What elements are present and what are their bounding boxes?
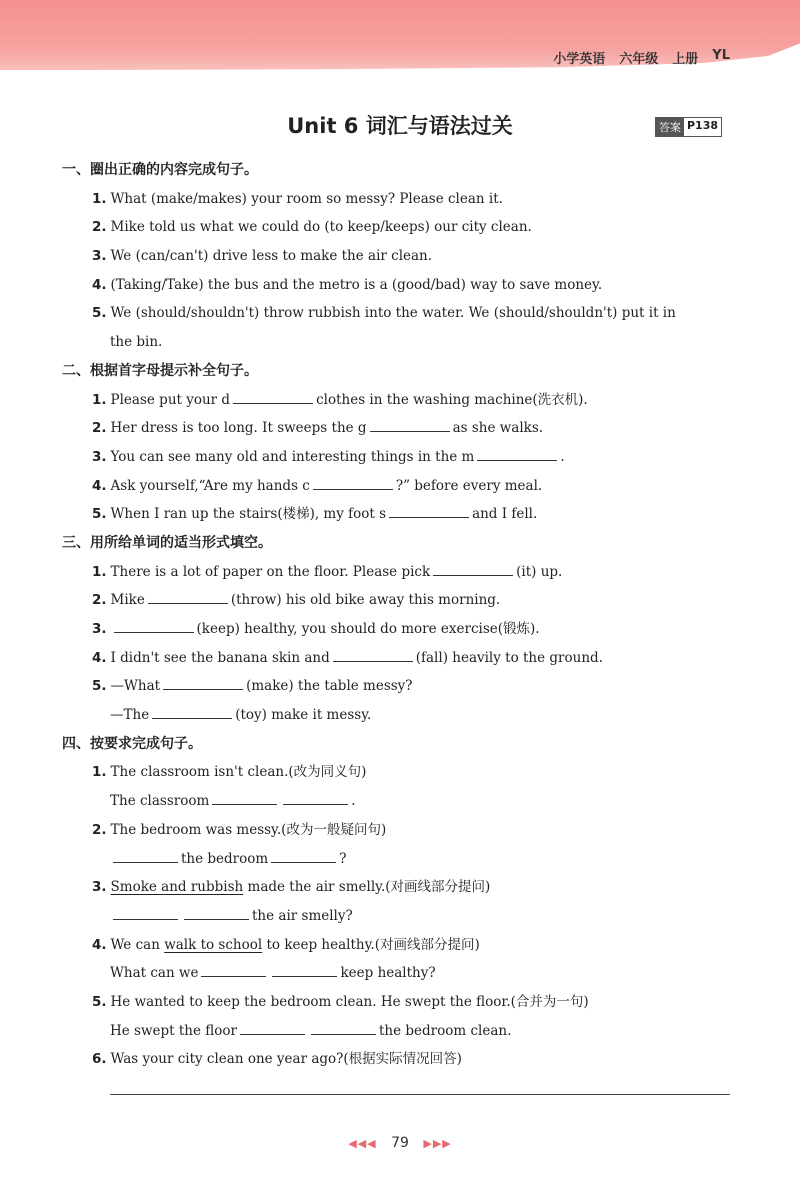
answer-blank[interactable] xyxy=(113,848,178,863)
s4-q3-answer: the air smelly? xyxy=(62,902,742,931)
s2-item-2: 2. Her dress is too long. It sweeps the g as she walks. xyxy=(62,414,742,443)
s1-item-5: 5. We (should/shouldn't) throw rubbish into the water. We (should/shouldn't) put it in xyxy=(92,305,676,322)
answer-blank[interactable] xyxy=(313,475,393,490)
s3-item-3: 3. (keep) healthy, you should do more exercise(锻炼). xyxy=(62,615,742,644)
page-footer xyxy=(0,1135,800,1151)
answer-reference xyxy=(655,117,722,137)
answer-blank[interactable] xyxy=(271,848,336,863)
answer-blank[interactable] xyxy=(201,962,266,977)
answer-blank[interactable] xyxy=(333,647,413,662)
answer-blank[interactable] xyxy=(283,790,348,805)
answer-blank[interactable] xyxy=(152,704,232,719)
s4-q2: 2. The bedroom was messy.(改为一般疑问句) xyxy=(92,821,387,838)
book-grade: 六年级 xyxy=(619,52,659,67)
answer-label: 答案 xyxy=(656,118,684,136)
answer-blank[interactable] xyxy=(240,1020,305,1035)
answer-blank[interactable] xyxy=(163,675,243,690)
answer-blank[interactable] xyxy=(311,1020,376,1035)
answer-blank[interactable] xyxy=(477,446,557,461)
answer-blank[interactable] xyxy=(114,618,194,633)
s4-q2-answer: the bedroom ? xyxy=(62,845,742,874)
s3-item-2: 2. Mike (throw) his old bike away this morning. xyxy=(62,586,742,615)
answer-blank[interactable] xyxy=(233,389,313,404)
answer-blank[interactable] xyxy=(433,561,513,576)
s4-q3: 3. Smoke and rubbish made the air smelly.(对画线部分提问) xyxy=(92,879,491,896)
exercise-content xyxy=(62,156,742,1074)
s4-q1: 1. The classroom isn't clean.(改为同义句) xyxy=(92,764,367,781)
s2-item-1: 1. Please put your d clothes in the washing machine(洗衣机). xyxy=(62,386,742,415)
s3-item-4: 4. I didn't see the banana skin and (fall) heavily to the ground. xyxy=(62,644,742,673)
s4-q4: 4. We can walk to school to keep healthy.(对画线部分提问) xyxy=(92,936,480,953)
s3-item-5-cont: —The (toy) make it messy. xyxy=(62,701,742,730)
answer-blank[interactable] xyxy=(370,417,450,432)
book-subject: 小学英语 xyxy=(553,52,606,67)
page-number: 79 xyxy=(391,1135,409,1151)
section-2-title: 二、根据首字母提示补全句子。 xyxy=(62,362,258,379)
s1-item-2: 2. Mike told us what we could do (to keep/keeps) our city clean. xyxy=(92,219,532,236)
s4-q1-answer: The classroom . xyxy=(62,787,742,816)
answer-page: P138 xyxy=(687,119,719,132)
s1-item-4: 4. (Taking/Take) the bus and the metro is a (good/bad) way to save money. xyxy=(92,276,603,293)
section-4-title: 四、按要求完成句子。 xyxy=(62,735,202,752)
s2-item-3: 3. You can see many old and interesting things in the m . xyxy=(62,443,742,472)
book-info xyxy=(553,48,730,67)
s4-q6: 6. Was your city clean one year ago?(根据实际情况回答) xyxy=(92,1051,462,1068)
s1-item-5-cont: the bin. xyxy=(110,334,163,351)
left-arrows-icon: ◀◀◀ xyxy=(348,1137,377,1150)
s4-q4-answer: What can we keep healthy? xyxy=(62,959,742,988)
s2-item-5: 5. When I ran up the stairs(楼梯), my foot s and I fell. xyxy=(62,500,742,529)
answer-blank[interactable] xyxy=(184,905,249,920)
s4-q5-answer: He swept the floor the bedroom clean. xyxy=(62,1017,742,1046)
s3-item-5: 5. —What (make) the table messy? xyxy=(62,672,742,701)
answer-blank[interactable] xyxy=(113,905,178,920)
book-edition: YL xyxy=(712,48,730,63)
answer-writing-line[interactable] xyxy=(110,1094,730,1095)
answer-blank[interactable] xyxy=(389,503,469,518)
answer-blank[interactable] xyxy=(272,962,337,977)
s2-item-4: 4. Ask yourself,“Are my hands c ?” before every meal. xyxy=(62,472,742,501)
book-volume: 上册 xyxy=(672,52,699,67)
s4-q5: 5. He wanted to keep the bedroom clean. He swept the floor.(合并为一句) xyxy=(92,993,589,1010)
s3-item-1: 1. There is a lot of paper on the floor. Please pick (it) up. xyxy=(62,558,742,587)
right-arrows-icon: ▶▶▶ xyxy=(423,1137,452,1150)
answer-blank[interactable] xyxy=(212,790,277,805)
answer-blank[interactable] xyxy=(148,589,228,604)
s1-item-3: 3. We (can/can't) drive less to make the air clean. xyxy=(92,248,433,265)
page-title: Unit 6 词汇与语法过关 xyxy=(287,114,513,138)
section-1-title: 一、圈出正确的内容完成句子。 xyxy=(62,162,258,178)
section-3-title: 三、用所给单词的适当形式填空。 xyxy=(62,534,272,551)
s1-item-1: 1. What (make/makes) your room so messy? Please clean it. xyxy=(92,190,503,207)
